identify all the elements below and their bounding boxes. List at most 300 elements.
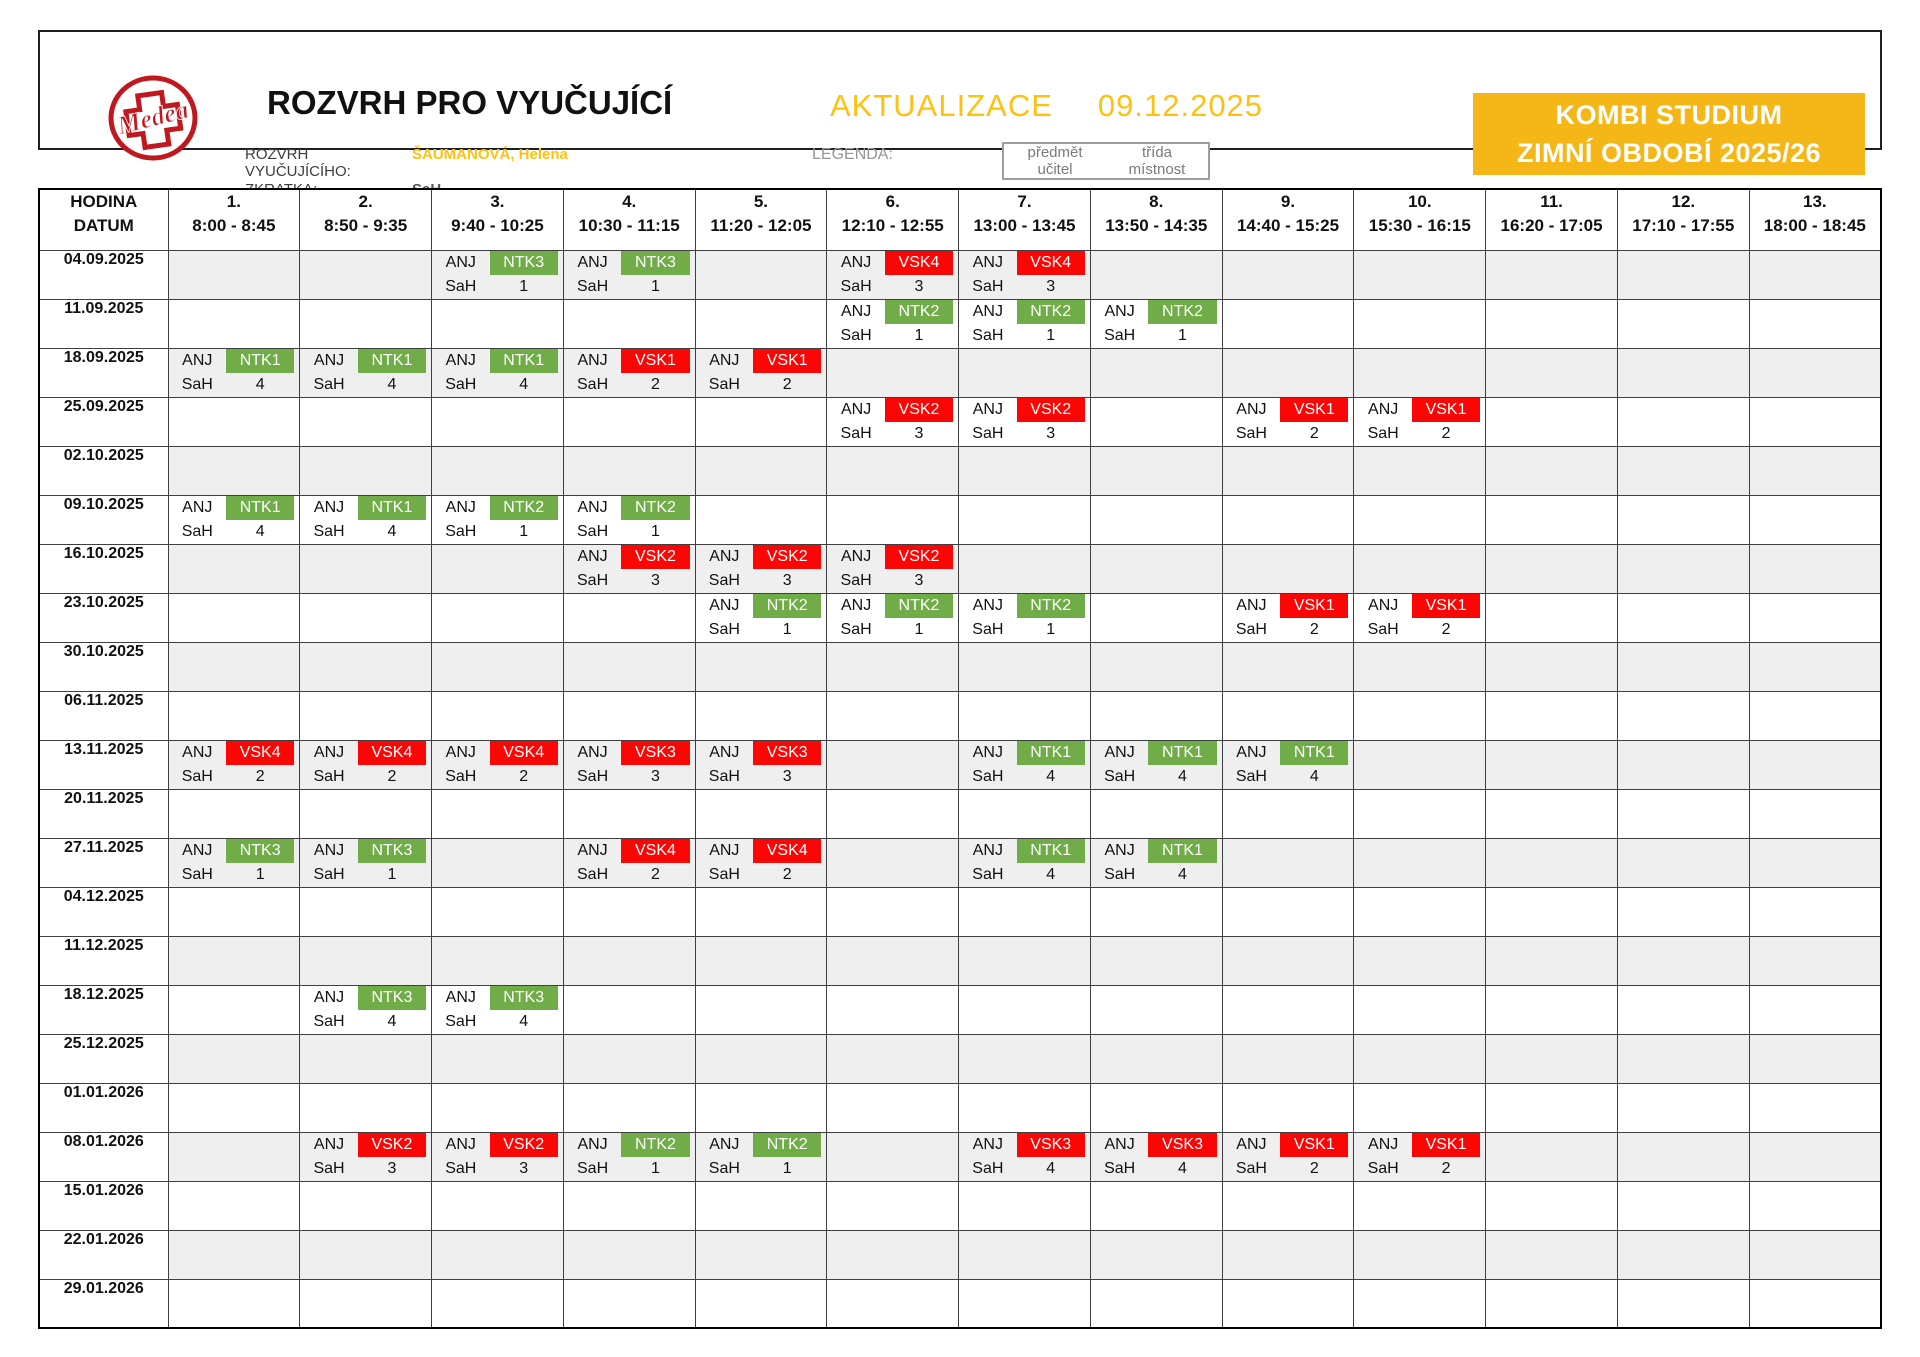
teacher-abbr-label: SaH <box>1367 620 1399 638</box>
schedule-cell <box>1222 348 1354 397</box>
period-time: 18:00 - 18:45 <box>1763 216 1866 235</box>
schedule-row <box>39 1230 1881 1279</box>
lesson <box>827 398 958 445</box>
group-badge: VSK2 <box>885 398 953 422</box>
teacher-abbr-label: SaH <box>577 571 609 589</box>
schedule-cell <box>300 1132 432 1181</box>
teacher-abbr-label: SaH <box>972 865 1004 883</box>
subject-label: ANJ <box>577 841 608 859</box>
schedule-cell <box>1617 299 1749 348</box>
lesson-bottom-line <box>432 766 563 788</box>
schedule-cell <box>959 1083 1091 1132</box>
period-column-header <box>1090 189 1222 250</box>
teacher-abbr-label: SaH <box>313 1159 345 1177</box>
schedule-cell <box>1617 691 1749 740</box>
corner-line-datum: DATUM <box>73 216 134 235</box>
group-badge: VSK2 <box>885 545 953 569</box>
schedule-cell <box>1486 936 1618 985</box>
lesson-top-line <box>1354 594 1485 618</box>
lesson <box>696 349 827 396</box>
date-cell: 25.09.2025 <box>39 397 168 446</box>
period-number: 3. <box>490 192 505 211</box>
subject-label: ANJ <box>709 547 740 565</box>
group-badge: VSK1 <box>1280 398 1348 422</box>
schedule-row <box>39 250 1881 299</box>
lesson-bottom-line <box>696 864 827 886</box>
lesson-top-line <box>564 839 695 863</box>
schedule-cell <box>1749 985 1881 1034</box>
subject-label: ANJ <box>709 743 740 761</box>
schedule-cell <box>1617 544 1749 593</box>
lesson-top-line <box>827 594 958 618</box>
schedule-cell <box>1486 544 1618 593</box>
schedule-cell <box>1486 691 1618 740</box>
schedule-cell <box>695 789 827 838</box>
teacher-abbr-label: SaH <box>708 767 740 785</box>
subject-label: ANJ <box>445 988 476 1006</box>
group-badge: VSK1 <box>1412 1133 1480 1157</box>
lesson-top-line <box>696 1133 827 1157</box>
room-number: 3 <box>914 424 924 442</box>
teacher-abbr-label: SaH <box>313 522 345 540</box>
schedule-cell <box>432 250 564 299</box>
subject-label: ANJ <box>445 1135 476 1153</box>
period-column-header <box>827 189 959 250</box>
study-period-line1: KOMBI STUDIUM <box>1555 100 1783 130</box>
lesson-top-line <box>827 398 958 422</box>
schedule-cell <box>1749 1132 1881 1181</box>
subject-label: ANJ <box>313 1135 345 1153</box>
legend-class: třída <box>1141 144 1172 161</box>
group-badge: NTK2 <box>621 496 689 520</box>
schedule-cell <box>1617 1132 1749 1181</box>
room-number: 3 <box>914 277 924 295</box>
subject-label: ANJ <box>577 498 608 516</box>
group-badge: NTK3 <box>226 839 294 863</box>
schedule-cell <box>432 593 564 642</box>
schedule-header-row <box>39 189 1881 250</box>
schedule-cell <box>959 446 1091 495</box>
schedule-cell <box>563 1230 695 1279</box>
schedule-cell <box>827 250 959 299</box>
lesson <box>1223 398 1354 445</box>
lesson <box>300 349 431 396</box>
subject-label: ANJ <box>840 400 872 418</box>
lesson-top-line <box>1354 1133 1485 1157</box>
schedule-cell <box>432 985 564 1034</box>
teacher-abbr-label: SaH <box>577 375 609 393</box>
date-cell: 09.10.2025 <box>39 495 168 544</box>
schedule-cell <box>1354 740 1486 789</box>
teacher-abbr-label: SaH <box>972 1159 1004 1177</box>
subject-label: ANJ <box>972 841 1003 859</box>
subject-label: ANJ <box>1104 841 1135 859</box>
room-number: 1 <box>1178 326 1187 344</box>
schedule-cell <box>959 299 1091 348</box>
lesson-top-line <box>959 839 1090 863</box>
teacher-abbr-label: SaH <box>577 767 609 785</box>
schedule-cell <box>168 838 300 887</box>
teacher-abbr-label: SaH <box>972 277 1004 295</box>
schedule-cell <box>1617 593 1749 642</box>
period-column-header <box>959 189 1091 250</box>
schedule-cell <box>1222 446 1354 495</box>
lesson-top-line <box>696 594 827 618</box>
schedule-cell <box>300 789 432 838</box>
group-badge: VSK4 <box>1017 251 1085 275</box>
schedule-cell <box>827 1132 959 1181</box>
teacher-abbr-label: SaH <box>181 522 213 540</box>
teacher-abbr-label: SaH <box>181 865 213 883</box>
schedule-cell <box>168 1083 300 1132</box>
lesson <box>959 741 1090 788</box>
schedule-cell <box>695 1279 827 1328</box>
schedule-cell <box>959 593 1091 642</box>
lesson <box>1354 398 1485 445</box>
group-badge: VSK3 <box>753 741 821 765</box>
lesson <box>696 839 827 886</box>
group-badge: NTK1 <box>1280 741 1348 765</box>
lesson-top-line <box>1223 741 1354 765</box>
schedule-row <box>39 446 1881 495</box>
period-number: 13. <box>1803 192 1827 211</box>
schedule-cell <box>563 789 695 838</box>
schedule-cell <box>1617 1230 1749 1279</box>
schedule-row <box>39 936 1881 985</box>
schedule-cell <box>1090 544 1222 593</box>
schedule-cell <box>1222 642 1354 691</box>
subject-label: ANJ <box>313 351 345 369</box>
schedule-cell <box>432 348 564 397</box>
subject-label: ANJ <box>182 743 213 761</box>
lesson <box>827 594 958 641</box>
schedule-cell <box>1617 1279 1749 1328</box>
legend-teacher: učitel <box>1037 161 1073 178</box>
schedule-cell <box>168 495 300 544</box>
schedule-cell <box>1222 1181 1354 1230</box>
schedule-cell <box>168 789 300 838</box>
lesson-bottom-line <box>1223 1158 1354 1180</box>
schedule-cell <box>1749 838 1881 887</box>
schedule-cell <box>300 740 432 789</box>
subject-label: ANJ <box>840 253 872 271</box>
schedule-cell <box>432 936 564 985</box>
room-number: 3 <box>914 571 924 589</box>
schedule-cell <box>1090 1034 1222 1083</box>
schedule-cell <box>168 593 300 642</box>
page-title: ROZVRH PRO VYUČUJÍCÍ <box>267 84 673 121</box>
schedule-cell <box>563 250 695 299</box>
schedule-cell <box>1749 348 1881 397</box>
schedule-cell <box>432 642 564 691</box>
subject-label: ANJ <box>445 351 476 369</box>
lesson-bottom-line <box>959 423 1090 445</box>
schedule-cell <box>168 740 300 789</box>
lesson <box>959 300 1090 347</box>
lesson-bottom-line <box>1091 1158 1222 1180</box>
room-number: 3 <box>650 571 660 589</box>
legend-subject: předmět <box>1027 144 1083 161</box>
schedule-cell <box>959 397 1091 446</box>
schedule-row <box>39 495 1881 544</box>
subject-label: ANJ <box>445 253 476 271</box>
lesson-bottom-line <box>959 325 1090 347</box>
teacher-abbr-label: SaH <box>1104 865 1136 883</box>
teacher-abbr-label: SaH <box>1104 1159 1136 1177</box>
lesson-top-line <box>432 1133 563 1157</box>
schedule-cell <box>1222 936 1354 985</box>
teacher-abbr-label: SaH <box>577 865 609 883</box>
schedule-cell <box>300 691 432 740</box>
lesson <box>1091 839 1222 886</box>
subject-label: ANJ <box>577 1135 608 1153</box>
schedule-cell <box>432 1132 564 1181</box>
schedule-cell <box>827 495 959 544</box>
schedule-cell <box>1749 1034 1881 1083</box>
group-badge: VSK2 <box>1017 398 1085 422</box>
schedule-cell <box>300 593 432 642</box>
schedule-cell <box>695 1132 827 1181</box>
update-label: AKTUALIZACE <box>830 88 1053 123</box>
lesson-bottom-line <box>827 423 958 445</box>
schedule-cell <box>1222 250 1354 299</box>
lesson-bottom-line <box>564 570 695 592</box>
subject-label: ANJ <box>445 498 476 516</box>
schedule-cell <box>695 1181 827 1230</box>
schedule-cell <box>1090 985 1222 1034</box>
schedule-cell <box>1486 1034 1618 1083</box>
schedule-cell <box>1617 887 1749 936</box>
schedule-cell <box>1222 1034 1354 1083</box>
room-number: 4 <box>387 375 397 393</box>
schedule-cell <box>1486 348 1618 397</box>
teacher-abbr-label: SaH <box>1235 620 1267 638</box>
room-number: 4 <box>519 375 529 393</box>
lesson-bottom-line <box>564 521 695 543</box>
lesson-bottom-line <box>1354 423 1485 445</box>
room-number: 3 <box>1046 277 1056 295</box>
lesson-top-line <box>1091 1133 1222 1157</box>
room-number: 1 <box>650 522 660 540</box>
lesson <box>432 349 563 396</box>
lesson-top-line <box>827 251 958 275</box>
group-badge: NTK3 <box>358 986 426 1010</box>
schedule-cell <box>1749 397 1881 446</box>
schedule-cell <box>432 495 564 544</box>
lesson <box>1354 1133 1485 1180</box>
room-number: 2 <box>387 767 397 785</box>
lesson-bottom-line <box>300 1158 431 1180</box>
lesson-top-line <box>827 545 958 569</box>
lesson-top-line <box>1223 1133 1354 1157</box>
schedule-cell <box>1749 1230 1881 1279</box>
teacher-abbr-label: SaH <box>181 375 213 393</box>
schedule-cell <box>1090 397 1222 446</box>
lesson-top-line <box>564 496 695 520</box>
teacher-name: ŠAUMANOVÁ, Helena <box>412 146 568 163</box>
lesson-bottom-line <box>1091 766 1222 788</box>
lesson <box>564 251 695 298</box>
period-column-header <box>1486 189 1618 250</box>
lesson <box>564 839 695 886</box>
schedule-cell <box>1222 1132 1354 1181</box>
period-number: 7. <box>1017 192 1032 211</box>
schedule-cell <box>1090 740 1222 789</box>
schedule-cell <box>1354 348 1486 397</box>
teacher-abbr-label: SaH <box>1367 424 1399 442</box>
schedule-cell <box>1749 887 1881 936</box>
period-time: 8:50 - 9:35 <box>324 216 408 235</box>
teacher-abbr-label: SaH <box>708 865 740 883</box>
subject-label: ANJ <box>1236 743 1267 761</box>
date-cell: 11.12.2025 <box>39 936 168 985</box>
schedule-row <box>39 299 1881 348</box>
period-column-header <box>300 189 432 250</box>
subject-label: ANJ <box>577 253 608 271</box>
lesson-top-line <box>1091 300 1222 324</box>
group-badge: VSK4 <box>358 741 426 765</box>
lesson-top-line <box>169 839 300 863</box>
lesson-bottom-line <box>564 276 695 298</box>
period-number: 5. <box>753 192 769 211</box>
date-cell: 30.10.2025 <box>39 642 168 691</box>
lesson-bottom-line <box>1354 619 1485 641</box>
schedule-cell <box>1749 495 1881 544</box>
group-badge: NTK1 <box>1148 741 1216 765</box>
lesson-bottom-line <box>827 276 958 298</box>
schedule-cell <box>563 887 695 936</box>
room-number: 3 <box>650 767 660 785</box>
teacher-abbr-label: SaH <box>840 277 872 295</box>
svg-text:Medea: Medea <box>114 94 192 141</box>
schedule-cell <box>300 1034 432 1083</box>
schedule-cell <box>563 838 695 887</box>
lesson <box>564 741 695 788</box>
schedule-row <box>39 1034 1881 1083</box>
room-number: 2 <box>782 865 792 883</box>
schedule-cell <box>1090 299 1222 348</box>
schedule-cell <box>1486 1279 1618 1328</box>
schedule-cell <box>1354 985 1486 1034</box>
schedule-cell <box>168 397 300 446</box>
schedule-cell <box>1090 838 1222 887</box>
schedule-cell <box>1486 495 1618 544</box>
lesson-bottom-line <box>696 619 827 641</box>
schedule-cell <box>827 740 959 789</box>
teacher-abbr-label: SaH <box>840 326 872 344</box>
schedule-cell <box>432 740 564 789</box>
schedule-cell <box>1354 691 1486 740</box>
schedule-cell <box>563 299 695 348</box>
period-number: 6. <box>885 192 900 211</box>
schedule-cell <box>1090 1132 1222 1181</box>
subject-label: ANJ <box>577 547 608 565</box>
room-number: 4 <box>255 522 265 540</box>
medea-logo-icon <box>106 72 200 164</box>
period-number: 2. <box>358 192 373 211</box>
lesson-top-line <box>432 741 563 765</box>
schedule-cell <box>300 495 432 544</box>
date-cell: 08.01.2026 <box>39 1132 168 1181</box>
schedule-cell <box>827 1279 959 1328</box>
lesson-top-line <box>1091 839 1222 863</box>
lesson-top-line <box>1354 398 1485 422</box>
teacher-abbr-label: SaH <box>445 1159 477 1177</box>
teacher-abbr-label: SaH <box>577 522 609 540</box>
subject-label: ANJ <box>972 1135 1003 1153</box>
period-time: 9:40 - 10:25 <box>451 216 544 235</box>
room-number: 2 <box>1309 620 1319 638</box>
schedule-cell <box>1354 593 1486 642</box>
date-cell: 29.01.2026 <box>39 1279 168 1328</box>
teacher-abbr-label: SaH <box>313 767 345 785</box>
schedule-cell <box>1090 1181 1222 1230</box>
room-number: 2 <box>650 865 660 883</box>
schedule-cell <box>168 250 300 299</box>
lesson <box>1354 594 1485 641</box>
schedule-cell <box>1354 250 1486 299</box>
subject-label: ANJ <box>1236 596 1267 614</box>
schedule-cell <box>168 936 300 985</box>
schedule-cell <box>1486 1181 1618 1230</box>
subject-label: ANJ <box>1368 400 1399 418</box>
schedule-cell <box>695 985 827 1034</box>
schedule-cell <box>1486 299 1618 348</box>
period-column-header <box>1354 189 1486 250</box>
period-number: 10. <box>1407 192 1432 211</box>
lesson-bottom-line <box>959 276 1090 298</box>
teacher-abbr-label: SaH <box>708 620 740 638</box>
schedule-cell <box>1617 985 1749 1034</box>
schedule-cell <box>695 740 827 789</box>
schedule-cell <box>1486 1230 1618 1279</box>
room-number: 4 <box>255 375 265 393</box>
subject-label: ANJ <box>709 1135 740 1153</box>
schedule-cell <box>1617 740 1749 789</box>
date-cell: 04.12.2025 <box>39 887 168 936</box>
group-badge: VSK1 <box>1412 594 1480 618</box>
schedule-cell <box>1222 544 1354 593</box>
subject-label: ANJ <box>972 400 1003 418</box>
room-number: 3 <box>519 1159 529 1177</box>
period-column-header <box>1617 189 1749 250</box>
schedule-cell <box>959 348 1091 397</box>
date-cell: 22.01.2026 <box>39 1230 168 1279</box>
update-date: 09.12.2025 <box>1097 88 1264 123</box>
schedule-cell <box>695 446 827 495</box>
study-period-line2: ZIMNÍ OBDOBÍ 2025/26 <box>1516 138 1822 168</box>
subject-label: ANJ <box>182 841 213 859</box>
period-column-header <box>432 189 564 250</box>
lesson <box>827 300 958 347</box>
schedule-cell <box>1354 887 1486 936</box>
legend-label: LEGENDA: <box>812 146 893 163</box>
schedule-cell <box>1749 936 1881 985</box>
room-number: 1 <box>1046 620 1056 638</box>
schedule-cell <box>300 1083 432 1132</box>
date-cell: 18.12.2025 <box>39 985 168 1034</box>
teacher-abbr-label: SaH <box>972 767 1004 785</box>
schedule-cell <box>827 936 959 985</box>
schedule-cell <box>695 544 827 593</box>
schedule-cell <box>827 299 959 348</box>
group-badge: NTK1 <box>1148 839 1216 863</box>
schedule-cell <box>1222 299 1354 348</box>
schedule-cell <box>959 887 1091 936</box>
schedule-row <box>39 1083 1881 1132</box>
room-number: 1 <box>782 1159 792 1177</box>
schedule-cell <box>1354 1083 1486 1132</box>
